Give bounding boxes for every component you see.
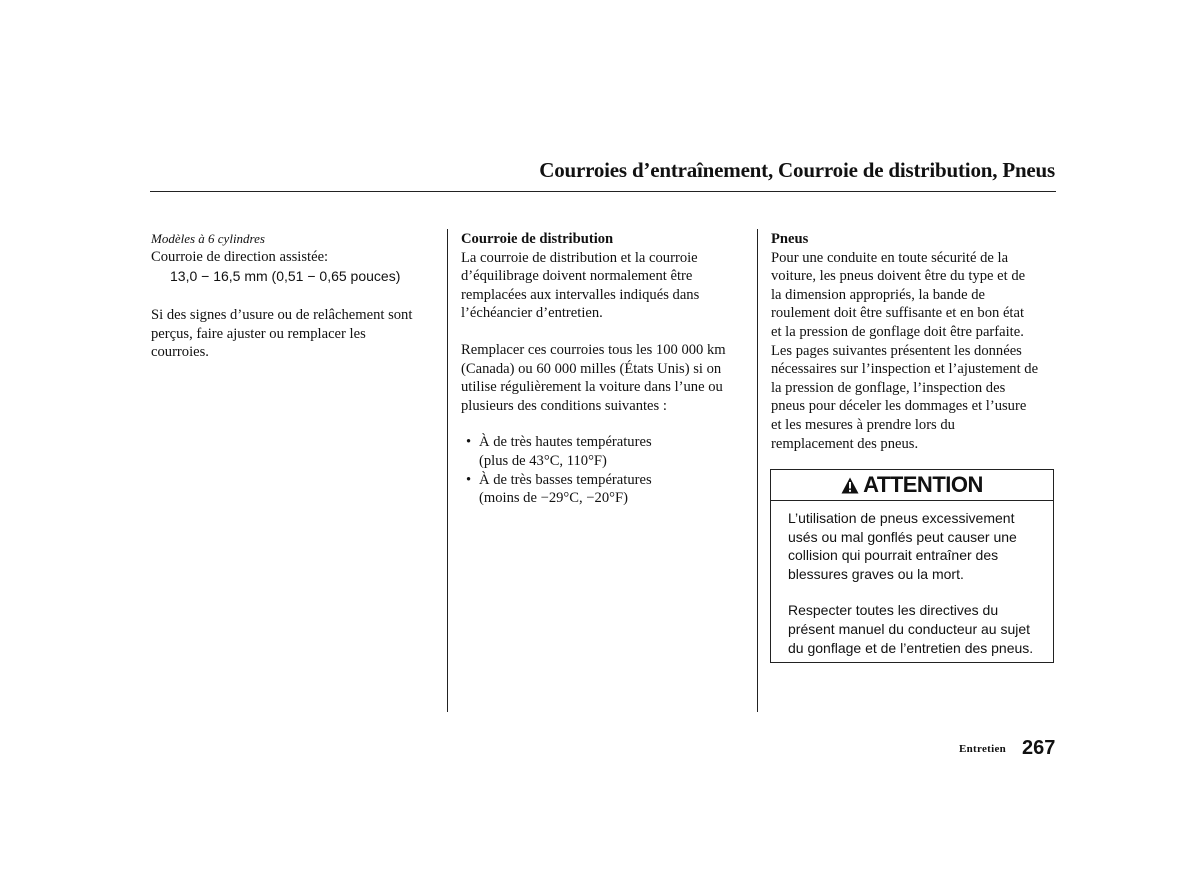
column-divider-right xyxy=(757,229,758,712)
body-line: d’équilibrage doivent normalement être xyxy=(461,268,693,285)
body-line: Remplacer ces courroies tous les 100 000 km xyxy=(461,341,726,358)
body-line: courroies. xyxy=(151,344,209,361)
body-line: et les mesures à prendre lors du xyxy=(771,416,955,433)
body-line: Les pages suivantes présentent les données xyxy=(771,342,1022,359)
body-line: remplacées aux intervalles indiqués dans xyxy=(461,286,700,303)
body-line: Respecter toutes les directives du xyxy=(788,602,999,619)
column-timing-belt xyxy=(461,230,751,508)
body-line: roulement doit être suffisante et en bon état xyxy=(771,305,1025,322)
body-line: blessures graves ou la mort. xyxy=(788,565,964,582)
body-line: utilise régulièrement la voiture dans l’une ou xyxy=(461,379,723,396)
footer-section-label: Entretien xyxy=(959,743,1007,755)
body-line: la dimension appropriés, la bande de xyxy=(771,286,985,303)
page-number: 267 xyxy=(1022,737,1056,759)
body-line: pneus pour déceler les dommages et l’usure xyxy=(771,398,1027,415)
attention-body xyxy=(771,501,1053,657)
list-item xyxy=(466,433,751,470)
body-line: usés ou mal gonflés peut causer une xyxy=(788,528,1017,545)
spec-value: 13,0 − 16,5 mm (0,51 − 0,65 pouces) xyxy=(170,267,401,284)
body-line: La courroie de distribution et la courroie xyxy=(461,249,698,266)
body-line: Pour une conduite en toute sécurité de la xyxy=(771,249,1009,266)
body-line: (Canada) ou 60 000 milles (États Unis) si on xyxy=(461,360,722,377)
list-item-line: • À de très basses températures xyxy=(479,471,652,488)
list-item-line: • À de très hautes températures xyxy=(479,434,652,451)
column-divider-left xyxy=(447,229,448,712)
body-line: remplacement des pneus. xyxy=(771,435,919,452)
body-line: du gonflage et de l’entretien des pneus. xyxy=(788,639,1034,656)
body-line: voiture, les pneus doivent être du type et de xyxy=(771,268,1026,285)
spec-label: Courroie de direction assistée: xyxy=(151,249,329,265)
body-line: plusieurs des conditions suivantes : xyxy=(461,397,667,414)
page-title: Courroies d’entraînement, Courroie de distribution, Pneus xyxy=(539,158,1055,182)
list-item-line: (moins de −29°C, −20°F) xyxy=(479,490,628,507)
warning-triangle-icon xyxy=(841,477,859,494)
list-item-line: (plus de 43°C, 110°F) xyxy=(479,452,607,469)
body-line: l’échéancier d’entretien. xyxy=(461,305,603,322)
conditions-list xyxy=(461,433,751,507)
body-line: perçus, faire ajuster ou remplacer les xyxy=(151,325,366,342)
section-heading-timing-belt: Courroie de distribution xyxy=(461,231,614,247)
list-item xyxy=(466,471,751,508)
title-rule xyxy=(150,191,1056,192)
model-label: Modèles à 6 cylindres xyxy=(151,231,265,246)
body-line: présent manuel du conducteur au sujet xyxy=(788,620,1031,637)
attention-box xyxy=(770,469,1054,663)
body-line: collision qui pourrait entraîner des xyxy=(788,547,999,564)
body-line: la pression de gonflage, l’inspection des xyxy=(771,379,1006,396)
body-line: nécessaires sur l’inspection et l’ajustement de xyxy=(771,361,1039,378)
body-line: L’utilisation de pneus excessivement xyxy=(788,510,1015,526)
column-tires xyxy=(771,230,1061,453)
section-heading-tires: Pneus xyxy=(771,231,809,247)
attention-title: ATTENTION xyxy=(863,472,983,497)
body-line: Si des signes d’usure ou de relâchement sont xyxy=(151,307,413,324)
body-line: et la pression de gonflage doit être parfaite. xyxy=(771,323,1024,340)
column-drive-belts xyxy=(151,230,441,362)
attention-header xyxy=(771,470,1053,501)
